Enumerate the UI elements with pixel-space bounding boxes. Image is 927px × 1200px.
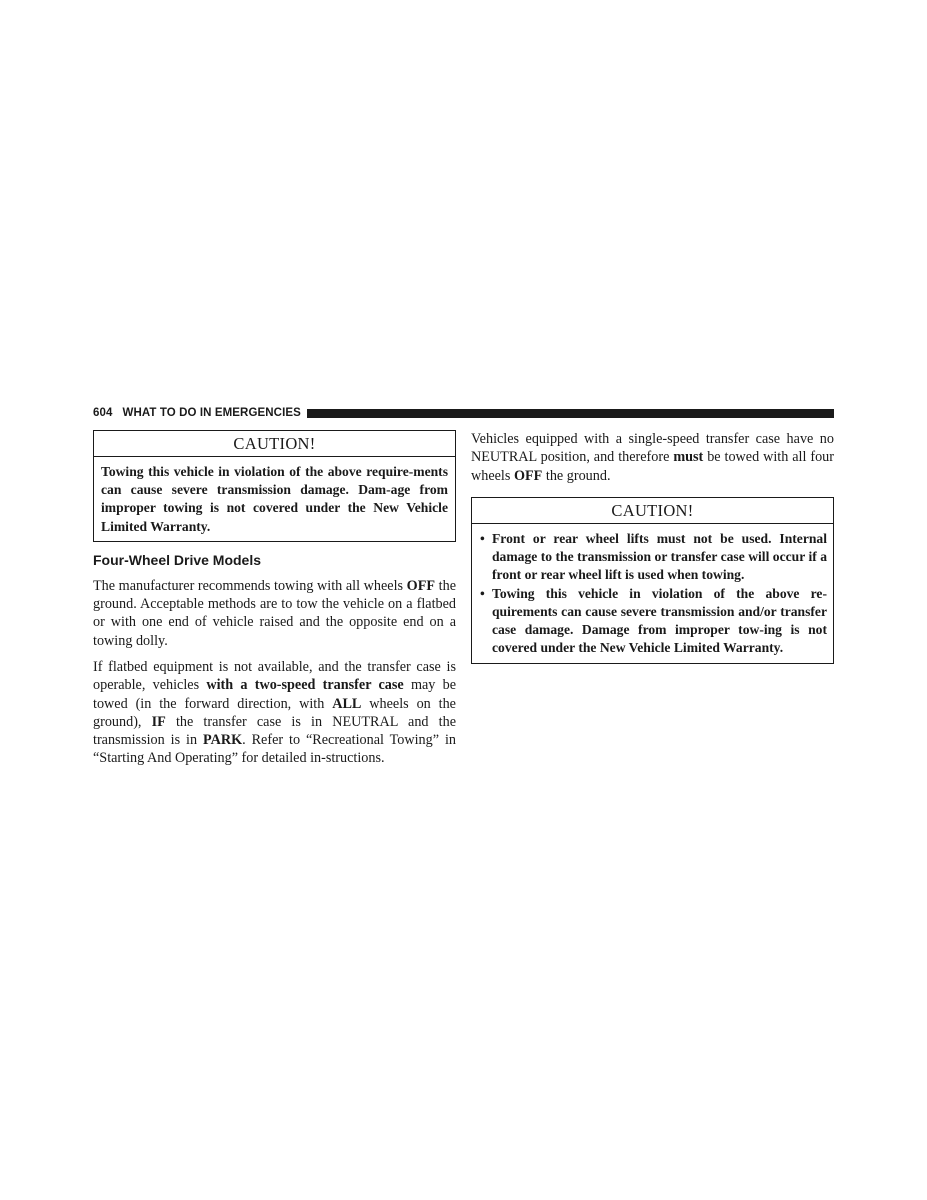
right-column (471, 430, 834, 664)
caution-list-item: • Towing this vehicle in violation of the above re-quirements can cause severe transmission and/or transfer case damage. Damage from improper tow-ing is not covered under the New Vehicle Limited Warranty. (480, 585, 827, 656)
caution-box (471, 497, 834, 664)
page-header (93, 405, 834, 421)
caution-title: CAUTION! (472, 498, 833, 524)
subheading: Four-Wheel Drive Models (93, 551, 262, 568)
bullet-icon: • (480, 530, 485, 546)
caution-title: CAUTION! (94, 431, 455, 457)
caution-list (472, 524, 833, 663)
caution-list-item: • Front or rear wheel lifts must not be used. Internal damage to the transmission or transfer case will occur if a front or rear wheel lift is used when towing. (480, 530, 827, 583)
page-number: 604 (93, 407, 113, 419)
header-rule (307, 409, 834, 418)
bullet-icon: • (480, 585, 485, 601)
section-title: WHAT TO DO IN EMERGENCIES (122, 407, 301, 419)
caution-box (93, 430, 456, 542)
left-column (93, 430, 456, 776)
paragraph: Vehicles equipped with a single-speed transfer case have no NEUTRAL position, and therefore must be towed with all four wheels OFF the ground. (471, 431, 834, 484)
paragraph: The manufacturer recommends towing with all wheels OFF the ground. Acceptable methods are to tow the vehicle on a flatbed or with one end of vehicle raised and the opposite end on a towing dolly. (93, 577, 456, 649)
paragraph: If flatbed equipment is not available, and the transfer case is operable, vehicles with a two-speed transfer case may be towed (in the forward direction, with ALL wheels on the ground), IF the transfer case is in NEUTRAL and the transmission is in PARK. Refer to “Recreational Towing” in “Starting And Operating” for detailed in-structions. (93, 659, 456, 767)
caution-text: Towing this vehicle in violation of the above require-ments can cause severe transmission damage. Dam-age from improper towing is not covered under the New Vehicle Limited Warranty. (101, 464, 448, 534)
